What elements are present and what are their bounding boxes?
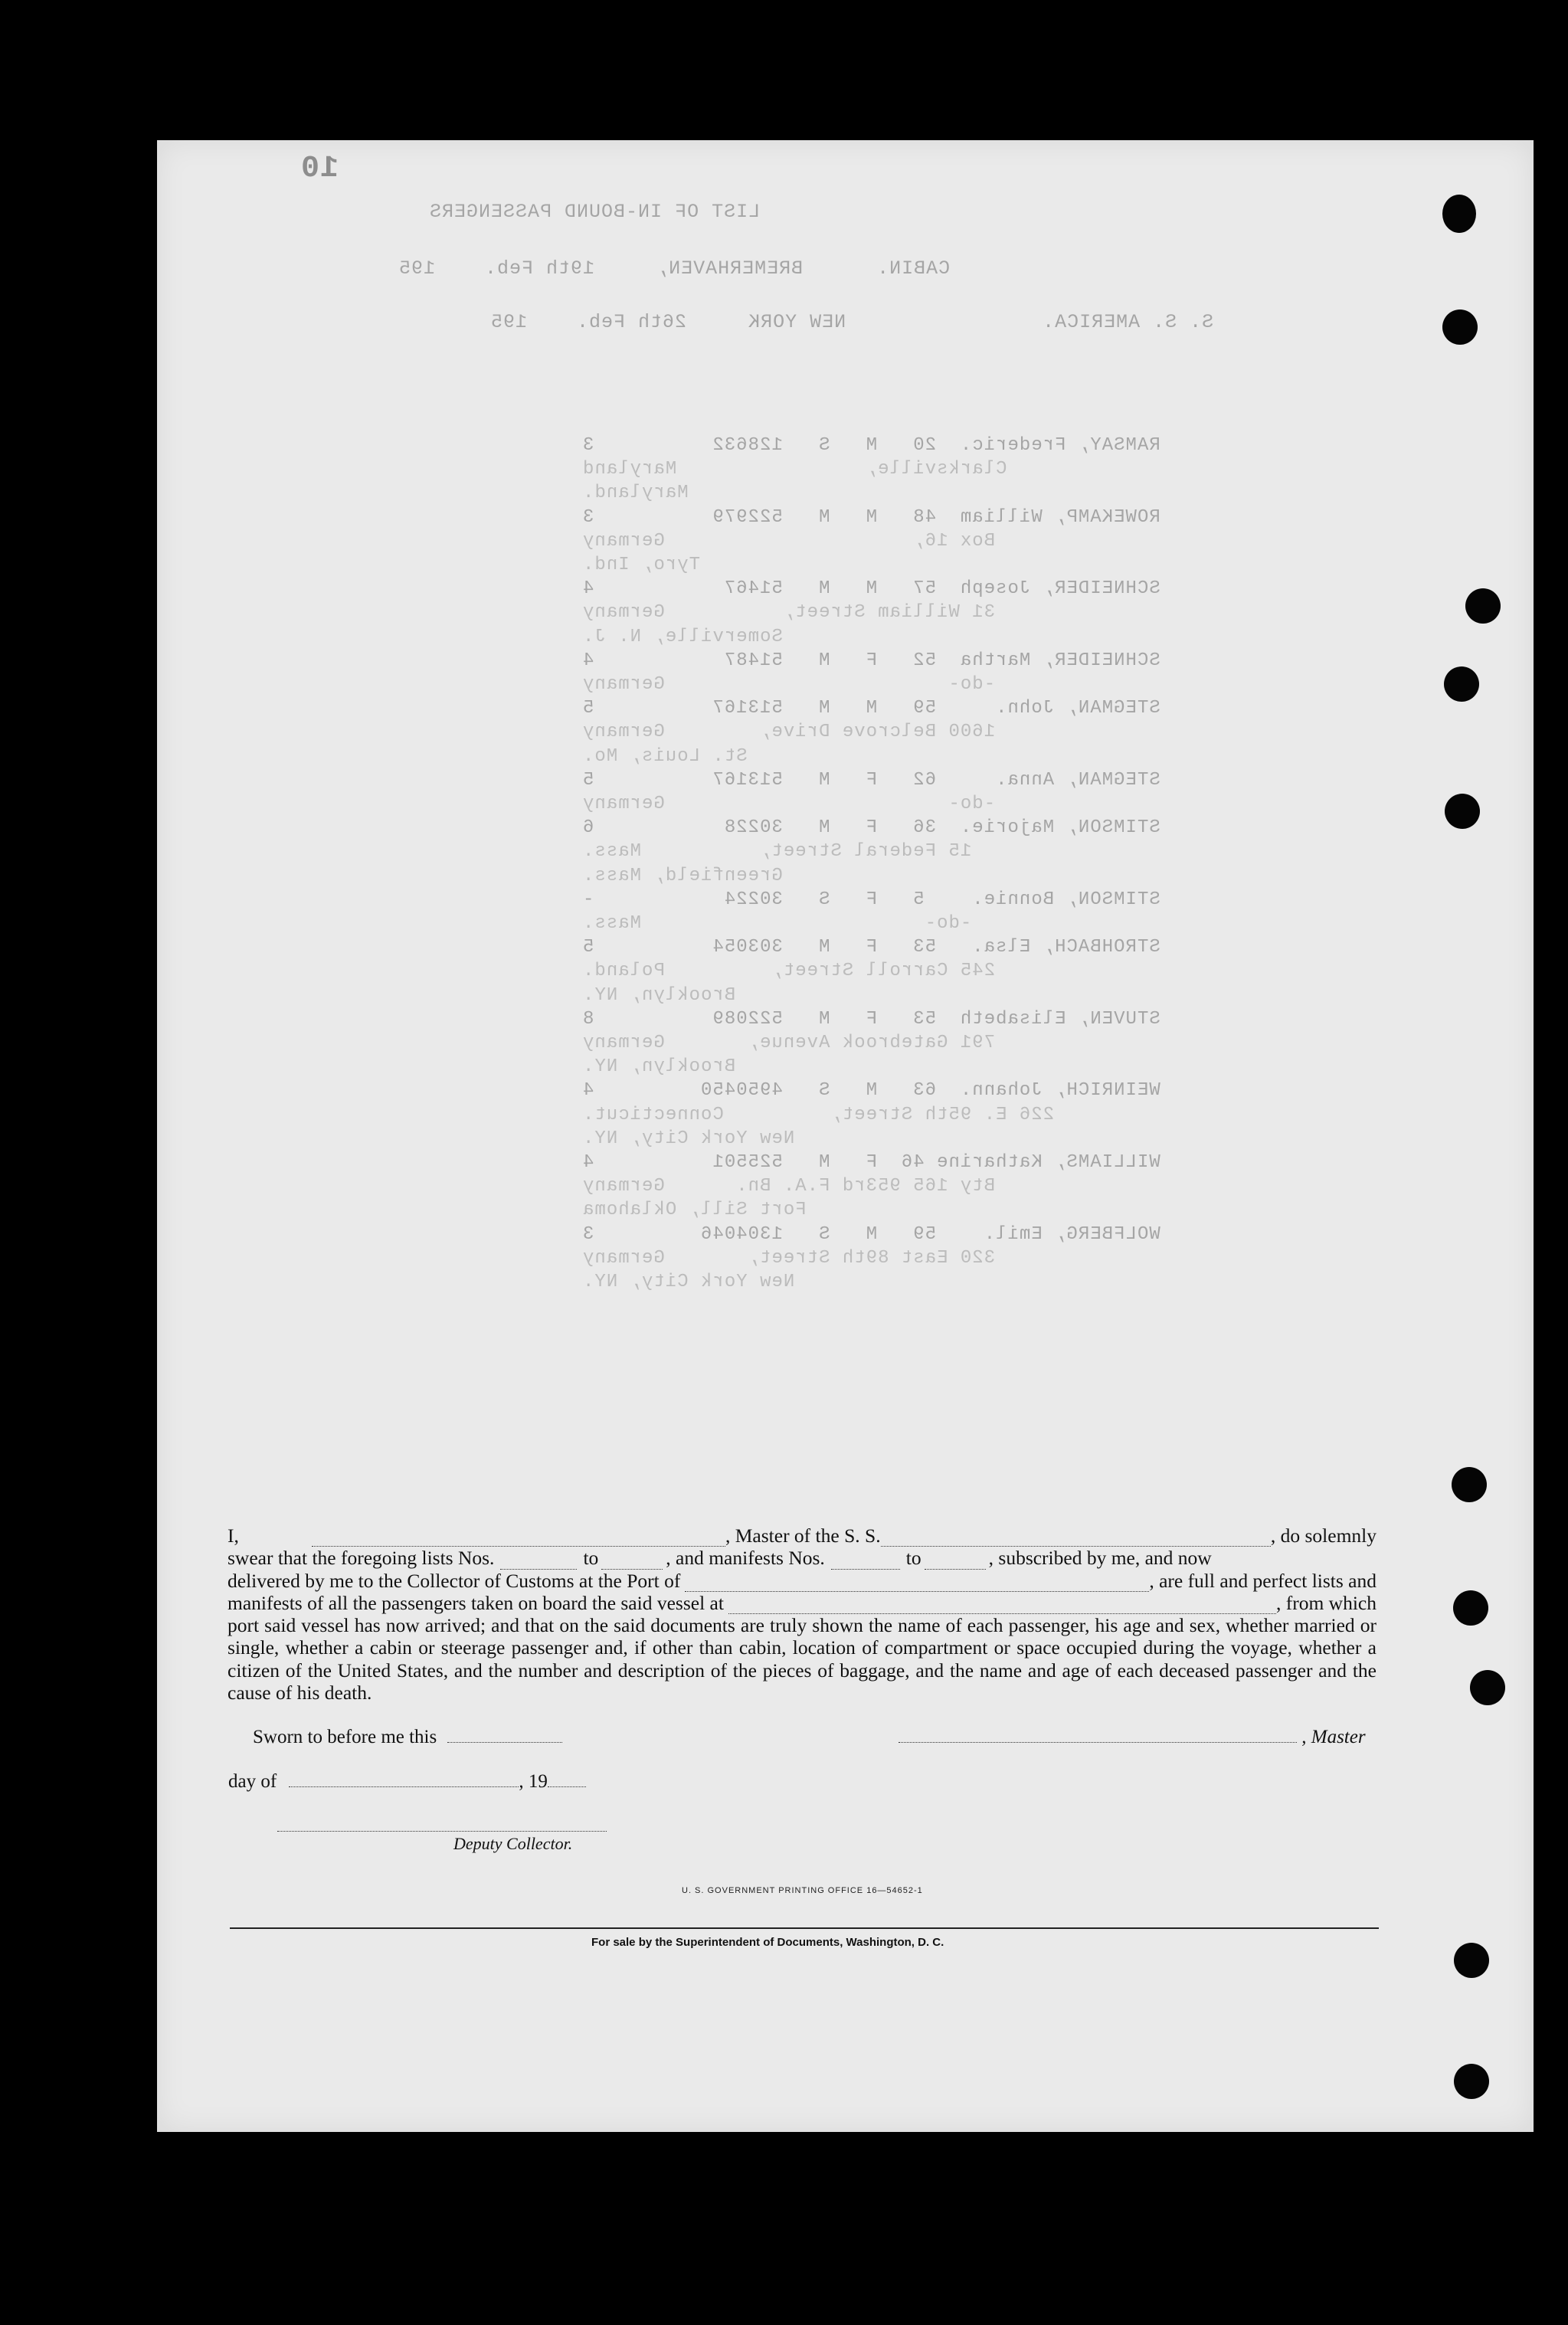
punch-hole — [1454, 2064, 1489, 2099]
bleed-row: Somerville, N. J. — [582, 626, 807, 647]
oath-master-of: , Master of the S. S. — [725, 1524, 881, 1547]
bleed-row: 1600 Belcrove Drive, Germany — [582, 722, 1019, 743]
bleed-row: Clarksville, Maryland — [582, 459, 1031, 480]
oath-solemnly: , do solemnly — [1270, 1524, 1377, 1547]
punch-hole — [1442, 195, 1476, 233]
oath-delivered: delivered by me to the Collector of Customs at the Port of — [228, 1569, 681, 1592]
year-label: , 19 — [519, 1771, 548, 1792]
master-name-blank — [312, 1524, 725, 1547]
oath-line-2 — [228, 1547, 1377, 1569]
master-signature-blank — [899, 1742, 1297, 1743]
list-from-blank — [500, 1547, 577, 1569]
embark-port-blank — [728, 1592, 1276, 1614]
year-blank — [548, 1786, 586, 1787]
bleed-row: Box 16, Germany — [582, 530, 1019, 552]
oath-to-2: to — [905, 1547, 921, 1570]
punch-hole — [1444, 666, 1479, 702]
page-number: 10 — [300, 152, 339, 186]
oath-line-4 — [228, 1592, 1377, 1614]
bleed-row: STEGMAN, Anna. 62 F M 513167 5 — [582, 769, 1160, 791]
sworn-row — [253, 1727, 562, 1748]
bleed-header-line: S. S. AMERICA. NEW YORK 26th Feb. 195 — [490, 311, 1214, 333]
bleed-row: 31 William Street, Germany — [582, 602, 1019, 624]
bleed-row: Bty 165 953rd F.A. Bn. Germany — [582, 1176, 1019, 1197]
bleed-row: 226 E. 95th Street, Connecticut. — [582, 1104, 1078, 1125]
oath-swear: swear that the foregoing lists Nos. — [228, 1547, 495, 1570]
oath-line-1 — [228, 1524, 1377, 1547]
port-blank — [685, 1570, 1149, 1592]
footer-rule — [230, 1927, 1379, 1929]
day-of-row — [228, 1771, 586, 1793]
day-of-blank — [289, 1786, 519, 1787]
punch-hole — [1445, 794, 1480, 829]
bleed-row: SCHNEIDER, Martha 52 F M 51487 4 — [582, 650, 1160, 671]
bleed-row: STUVEN, Elisabeth 53 F M 522089 8 — [582, 1008, 1160, 1030]
bleed-row: STIMSON, Majorie. 36 F M 30228 6 — [582, 817, 1160, 839]
punch-hole — [1442, 309, 1478, 345]
vessel-name-blank — [881, 1524, 1271, 1547]
printing-office-imprint: U. S. GOVERNMENT PRINTING OFFICE 16—54652-1 — [682, 1886, 923, 1895]
master-label: , Master — [1301, 1727, 1366, 1747]
for-sale-note: For sale by the Superintendent of Documents, Washington, D. C. — [591, 1936, 944, 1949]
manifest-to-blank — [925, 1547, 986, 1569]
bleed-row: St. Louis, Mo. — [582, 745, 771, 767]
bleed-row: Maryland. — [582, 483, 712, 504]
bleed-row: STROHBACH, Elsa. 53 F M 303054 5 — [582, 937, 1160, 958]
bleed-row: 791 Gatebrook Avenue, Germany — [582, 1033, 1019, 1053]
punch-hole — [1470, 1670, 1505, 1705]
sworn-date-blank — [447, 1742, 562, 1743]
bleed-row: ROWEKAMP, William 48 M M 522979 3 — [582, 506, 1160, 528]
bleed-row: Brooklyn, NY. — [582, 984, 760, 1006]
bleed-row: WOLFBERG, Emil. 59 M S 1304046 3 — [582, 1223, 1160, 1245]
oath-line-3 — [228, 1570, 1377, 1592]
bleed-row: STEGMAN, John. 59 M M 513167 5 — [582, 698, 1160, 719]
punch-hole — [1453, 1590, 1488, 1626]
bleed-row: RAMSAY, Frederic. 20 M S 128632 3 — [582, 435, 1160, 456]
bleed-row: New York City, NY. — [582, 1272, 819, 1292]
bleed-header-title: LIST OF IN-BOUND PASSENGERS — [429, 201, 761, 223]
oath-subscribed: , subscribed by me, and now — [988, 1547, 1212, 1570]
oath-from-which: , from which — [1275, 1591, 1377, 1614]
bleed-row: Tyro, Ind. — [582, 555, 724, 575]
list-to-blank — [601, 1547, 663, 1569]
bleed-row: Brooklyn, NY. — [582, 1056, 760, 1078]
bleed-row: Greenfield, Mass. — [582, 865, 807, 886]
bleed-row: Fort Sill, Oklahoma — [582, 1200, 830, 1221]
oath-full: , are full and perfect lists and — [1149, 1569, 1377, 1592]
bleed-row: -do- Germany — [582, 674, 1019, 695]
day-of-label: day of — [228, 1771, 277, 1792]
oath-manifests-all: manifests of all the passengers taken on board the said vessel at — [228, 1591, 724, 1614]
bleed-header-line: CABIN. BREMERHAVEN, 19th Feb. 195 — [398, 257, 951, 280]
oath-text — [228, 1524, 1377, 1704]
oath-i: I, — [228, 1524, 239, 1547]
deputy-signature-blank — [277, 1831, 607, 1832]
bleed-row: WILLIAMS, Katharine 46 F M 525501 4 — [582, 1152, 1160, 1173]
bleed-row: -do- Germany — [582, 794, 1019, 814]
bleed-row: 320 East 89th Street, Germany — [582, 1247, 1019, 1269]
deputy-collector-label: Deputy Collector. — [453, 1834, 573, 1853]
punch-hole — [1452, 1467, 1487, 1502]
oath-body: port said vessel has now arrived; and that on the said documents are truly shown the name of each passenger, his age and sex, whether married or single, whether a cabin or steerage passenger and, if other than cabin, location of compartment or space occupied during the voyage, whether a citizen of the United States, and the number and description of the pieces of baggage, and the name and age of each deceased passenger and the cause of his death. — [228, 1614, 1377, 1704]
bleed-row: -do- Mass. — [582, 913, 996, 934]
oath-manifests: , and manifests Nos. — [666, 1547, 825, 1570]
punch-hole — [1454, 1943, 1489, 1978]
master-signature-row — [899, 1727, 1366, 1748]
bleed-row: 245 Carroll Street, Poland. — [582, 961, 1019, 982]
manifest-from-blank — [831, 1547, 900, 1569]
bleed-row: WEINRICH, Johann. 63 M S 4950450 4 — [582, 1080, 1160, 1102]
sworn-label: Sworn to before me this — [253, 1727, 437, 1747]
oath-to: to — [583, 1547, 599, 1570]
bleed-row: New York City, NY. — [582, 1128, 819, 1149]
punch-hole — [1465, 588, 1501, 624]
bleed-row: SCHNEIDER, Joseph 57 M M 51467 4 — [582, 578, 1160, 600]
bleed-row: 15 Federal Street, Mass. — [582, 841, 996, 863]
bleed-row: STIMSON, Bonnie. 5 F S 30224 - — [582, 889, 1160, 910]
